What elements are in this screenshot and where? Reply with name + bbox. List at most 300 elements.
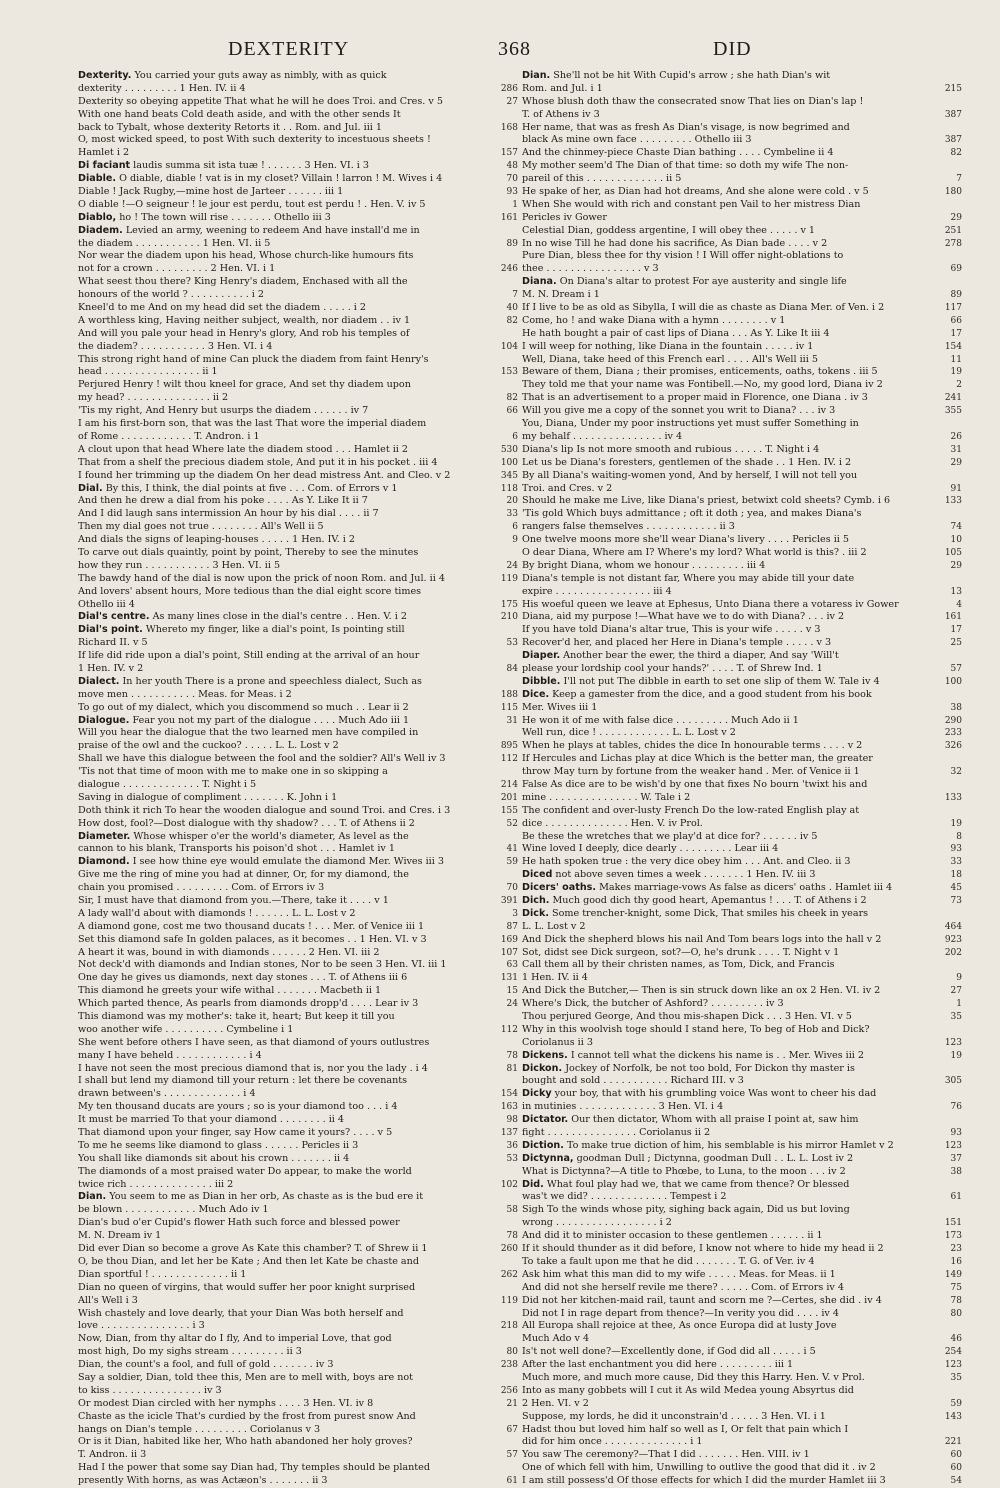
concordance-line [522,1333,962,1346]
quotation-text: With one hand beats Cold death aside, and with the other sends It [78,108,401,120]
line-number: 24 [506,999,518,1010]
line-number: 161 [500,212,518,223]
concordance-line [522,354,962,367]
quotation-text: 'Tis gold Which buys admittance ; oft it doth ; yea, and makes Diana's [522,508,862,520]
line-number: 89 [506,238,518,249]
concordance-line [522,740,962,753]
quotation-text: To me he seems like diamond to glass . . . . . . Pericles ii 3 [78,1139,359,1151]
concordance-line [522,457,962,470]
line-number: 895 [500,741,518,752]
line-number: 57 [950,663,962,674]
quotation-text: Dexterity so obeying appetite That what he will he does Troi. and Cres. v 5 [78,95,443,107]
line-number: 60 [950,1450,962,1461]
concordance-line [78,238,518,251]
quotation-text: Ask him what this man did to my wife . . . . . Meas. for Meas. ii 1 [522,1268,836,1280]
quotation-text: That diamond upon your finger, say How came it yours? . . . . v 5 [78,1127,393,1139]
concordance-line [522,122,962,135]
concordance-line [78,70,518,83]
quotation-text: Diana's temple is not distant far, Where you may abide till your date [522,572,855,584]
quotation-text: How dost, fool?—Dost dialogue with thy shadow? . . . T. of Athens ii 2 [78,817,415,829]
concordance-line [522,599,962,612]
line-number: 100 [944,676,962,687]
quotation-text: Much good dich thy good heart, Apemantus ! . . . T. of Athens i 2 [552,895,867,906]
concordance-line [522,1385,962,1398]
concordance-line [78,495,518,508]
line-number: 260 [500,1244,518,1255]
line-number: 59 [506,857,518,868]
line-number: 25 [950,638,962,649]
quotation-text: praise of the owl and the cuckoo? . . . . . L. L. Lost v 2 [78,740,339,752]
quotation-text: It must be married To that your diamond . . . . . . . . ii 4 [78,1114,344,1126]
concordance-line [522,1063,962,1076]
concordance-line [78,250,518,263]
line-number: 93 [950,844,962,855]
headword: Dexterity. [78,70,132,81]
quotation-text: O, be thou Dian, and let her be Kate ; And then let Kate be chaste and [78,1255,419,1267]
concordance-line [522,1308,962,1321]
concordance-line [522,1436,962,1449]
quotation-text: This strong right hand of mine Can pluck the diadem from faint Henry's [78,353,429,365]
concordance-line [522,624,962,637]
line-number: 530 [500,444,518,455]
headword: Dibble. [522,675,561,687]
concordance-line [522,341,962,354]
concordance-line [78,869,518,882]
concordance-line [522,83,962,96]
quotation-text: Dian no queen of virgins, that would suffer her poor knight surprised [78,1281,416,1293]
line-number: 93 [950,1128,962,1139]
headword: Dial. [78,482,103,494]
quotation-text: Celestial Dian, goddess argentine, I will obey thee . . . . . v 1 [522,224,816,236]
headword: Did. [522,1178,544,1190]
concordance-line [78,392,518,405]
line-number: 161 [944,612,962,623]
quotation-text: That from a shelf the precious diadem stole, And put it in his pocket . iii 4 [78,456,438,468]
concordance-line [522,1050,962,1063]
quotation-text: He spake of her, as Dian had hot dreams, And she alone were cold . v 5 [522,186,869,198]
concordance-line [78,1191,518,1204]
line-number: 238 [500,1360,518,1371]
quotation-text: As many lines close in the dial's centre . . Hen. V. i 2 [152,611,407,623]
concordance-line [78,1385,518,1398]
line-number: 118 [500,483,518,494]
concordance-line [78,366,518,379]
headword: Dicky [522,1088,552,1100]
line-number: 131 [500,973,518,984]
concordance-line [78,1449,518,1462]
line-number: 17 [950,625,962,636]
quotation-text: Makes marriage-vows As false as dicers' oaths . Hamlet iii 4 [599,882,893,894]
concordance-line [522,1011,962,1024]
headword: Dian. [78,1191,107,1203]
concordance-line [522,727,962,740]
quotation-text: And I did laugh sans intermission An hour by his dial . . . . ii 7 [78,508,379,520]
headword: Dich. [522,895,550,906]
line-number: 175 [500,599,518,610]
concordance-line [522,238,962,251]
quotation-text: By this, I think, the dial points at five . . . Com. of Errors v 1 [105,482,398,494]
line-number: 33 [506,509,518,520]
line-number: 123 [944,1140,962,1151]
concordance-line [522,895,962,908]
concordance-line [78,186,518,199]
concordance-line [522,959,962,972]
concordance-line [78,173,518,186]
line-number: 29 [950,560,962,571]
concordance-line [78,1050,518,1063]
quotation-text: 2 Hen. VI. v 2 [522,1397,589,1409]
headword: Dickon. [522,1062,563,1074]
line-number: 76 [950,1102,962,1113]
line-number: 48 [506,161,518,172]
line-number: 154 [500,1089,518,1100]
concordance-line [522,1204,962,1217]
left-column [78,70,518,1488]
quotation-text: On Diana's altar to protest For aye austerity and single life [559,276,847,288]
concordance-line [522,1179,962,1192]
quotation-text: Sir, I must have that diamond from you.—There, take it . . . . v 1 [78,895,389,906]
quotation-text: A worthless king, Having neither subject, wealth, nor diadem . . iv 1 [78,314,411,326]
quotation-text: His woeful queen we leave at Ephesus, Unto Diana there a votaress iv Gower [522,598,899,610]
quotation-text: And dials the signs of leaping-houses . . . . . 1 Hen. IV. i 2 [78,534,355,546]
quotation-text: the diadem . . . . . . . . . . . 1 Hen. VI. ii 5 [78,237,271,249]
concordance-line [522,637,962,650]
concordance-line [522,1217,962,1230]
line-number: 59 [950,1398,962,1409]
line-number: 81 [506,1063,518,1074]
quotation-text: Then my dial goes not true . . . . . . . . All's Well ii 5 [78,521,324,533]
quotation-text: Saving in dialogue of compliment . . . . . . . K. John i 1 [78,791,338,803]
line-number: 262 [500,1269,518,1280]
quotation-text: What is Dictynna?—A title to Phœbe, to Luna, to the moon . . . iv 2 [522,1165,846,1177]
quotation-text: be blown . . . . . . . . . . . . Much Ado iv 1 [78,1204,269,1216]
quotation-text: If Hercules and Lichas play at dice Which is the better man, the greater [522,753,873,765]
line-number: 63 [506,960,518,971]
concordance-line [78,805,518,818]
concordance-line [522,1230,962,1243]
line-number: 387 [944,109,962,120]
line-number: 123 [944,1360,962,1371]
line-number: 137 [500,1128,518,1139]
quotation-text: Did not her kitchen-maid rail, taunt and scorn me ?—Certes, she did . iv 4 [522,1294,882,1306]
line-number: 278 [944,238,962,249]
concordance-line [522,1024,962,1037]
concordance-line [78,212,518,225]
quotation-text: My mother seem'd The Dian of that time: so doth my wife The non- [522,160,849,172]
concordance-line [522,1075,962,1088]
right-column [522,70,962,1488]
line-number: 154 [944,341,962,352]
quotation-text: Another bear the ewer, the third a diaper, And say 'Will't [563,650,839,662]
quotation-text: 1 Hen. IV. v 2 [78,662,144,674]
concordance-line [522,1153,962,1166]
quotation-text: T. of Athens iv 3 [522,108,600,120]
line-number: 254 [944,1347,962,1358]
quotation-text: did for him once . . . . . . . . . . . . . . i 1 [522,1436,703,1448]
concordance-line [78,740,518,753]
line-number: 82 [506,315,518,326]
concordance-line [522,779,962,792]
concordance-line [78,289,518,302]
concordance-line [522,444,962,457]
quotation-text: After the last enchantment you did here . . . . . . . . . iii 1 [522,1359,794,1371]
line-number: 173 [944,1231,962,1242]
concordance-line [78,354,518,367]
concordance-line [522,276,962,289]
concordance-line [522,302,962,315]
quotation-text: And will you pale your head in Henry's glory, And rob his temples of [78,327,410,339]
quotation-text: To go out of my dialect, which you discommend so much . . Lear ii 2 [78,701,409,713]
quotation-text: Thou perjured George, And thou mis-shapen Dick . . . 3 Hen. VI. v 5 [522,1011,852,1023]
concordance-line [522,818,962,831]
quotation-text: Well run, dice ! . . . . . . . . . . . . L. L. Lost v 2 [522,727,736,739]
line-number: 29 [950,457,962,468]
concordance-line [78,1436,518,1449]
concordance-line [522,1037,962,1050]
concordance-line [522,495,962,508]
concordance-line [522,947,962,960]
line-number: 38 [950,702,962,713]
line-number: 345 [500,470,518,481]
headword: Dick. [522,907,549,919]
quotation-text: Hamlet i 2 [78,147,130,159]
concordance-line [522,315,962,328]
headword: Dialogue. [78,714,130,726]
concordance-line [78,766,518,779]
quotation-text: That is an advertisement to a proper maid in Florence, one Diana . iv 3 [522,392,868,404]
concordance-line [78,83,518,96]
concordance-line [522,663,962,676]
quotation-text: not above seven times a week . . . . . . . 1 Hen. IV. iii 3 [555,869,816,881]
quotation-text: Perjured Henry ! wilt thou kneel for grace, And set thy diadem upon [78,379,411,391]
concordance-line [78,1088,518,1101]
concordance-line [522,470,962,483]
quotation-text: This diamond he greets your wife withal . . . . . . . Macbeth ii 1 [78,985,382,997]
concordance-line [78,418,518,431]
headword: Dicers' oaths. [522,882,597,894]
concordance-line [522,869,962,882]
concordance-line [78,998,518,1011]
quotation-text: your boy, that with his grumbling voice Was wont to cheer his dad [554,1088,877,1100]
concordance-line [78,547,518,560]
line-number: 19 [950,1050,962,1061]
concordance-line [78,689,518,702]
line-number: 61 [506,1476,518,1487]
line-number: 115 [500,702,518,713]
line-number: 117 [944,303,962,314]
quotation-text: And Dick the shepherd blows his nail And Tom bears logs into the hall v 2 [522,933,882,945]
quotation-text: T. Andron. ii 3 [78,1449,147,1461]
line-number: 188 [500,689,518,700]
quotation-text: mine . . . . . . . . . . . . . . . W. Tale i 2 [522,791,691,803]
line-number: 80 [506,1347,518,1358]
quotation-text: When he plays at tables, chides the dice In honourable terms . . . . v 2 [522,740,863,752]
concordance-line [78,1372,518,1385]
quotation-text: And lovers' absent hours, More tedious than the dial eight score times [78,585,422,597]
concordance-line [522,1372,962,1385]
quotation-text: And did not she herself revile me there? . . . . . Com. of Errors iv 4 [522,1281,844,1293]
concordance-line [522,250,962,263]
quotation-text: A clout upon that head Where late the diadem stood . . . Hamlet ii 2 [78,443,409,455]
line-number: 38 [950,1166,962,1177]
concordance-line [78,908,518,921]
concordance-line [78,959,518,972]
concordance-line [78,444,518,457]
concordance-line [522,1359,962,1372]
concordance-line [522,431,962,444]
quotation-text: please your lordship cool your hands?' . . . . T. of Shrew Ind. 1 [522,662,823,674]
concordance-line [522,225,962,238]
headword: Diablo, [78,211,117,223]
concordance-line [522,1282,962,1295]
concordance-line [78,663,518,676]
quotation-text: Suppose, my lords, he did it unconstrain'd . . . . . 3 Hen. VI. i 1 [522,1410,826,1422]
quotation-text: Her name, that was as fresh As Dian's visage, is now begrimed and [522,121,850,133]
quotation-text: One of which fell with him, Unwilling to outlive the good that did it . iv 2 [522,1462,876,1474]
concordance-line [78,1204,518,1217]
line-number: 246 [500,264,518,275]
quotation-text: Beware of them, Diana ; their promises, enticements, oaths, tokens . iii 5 [522,366,878,378]
concordance-line [522,70,962,83]
concordance-line [522,1127,962,1140]
concordance-line [78,431,518,444]
concordance-line [78,676,518,689]
line-number: 6 [512,431,518,442]
line-number: 80 [950,1308,962,1319]
concordance-line [78,637,518,650]
concordance-line [78,843,518,856]
line-number: 57 [506,1450,518,1461]
concordance-line [78,1346,518,1359]
quotation-text: Coriolanus ii 3 [522,1036,593,1048]
quotation-text: Had I the power that some say Dian had, Thy temples should be planted [78,1462,430,1474]
line-number: 11 [950,354,962,365]
concordance-line [78,276,518,289]
quotation-text: laudis summa sit ista tuæ ! . . . . . . 3 Hen. VI. i 3 [133,160,370,172]
quotation-text: A heart it was, bound in with diamonds . . . . . . 2 Hen. VI. iii 2 [78,946,380,958]
quotation-text: Is't not well done?—Excellently done, if God did all . . . . . i 5 [522,1346,816,1358]
quotation-text: I will weep for nothing, like Diana in the fountain . . . . . iv 1 [522,340,814,352]
concordance-line [522,689,962,702]
quotation-text: dice . . . . . . . . . . . . . . Hen. V. iv Prol. [522,817,703,829]
concordance-line [522,753,962,766]
quotation-text: woo another wife . . . . . . . . . . Cymbeline i 1 [78,1023,294,1035]
concordance-line [522,173,962,186]
concordance-line [522,1424,962,1437]
quotation-text: By all Diana's waiting-women yond, And by herself, I will not tell you [522,469,858,481]
quotation-text: in mutinies . . . . . . . . . . . . . 3 Hen. VI. i 4 [522,1101,724,1113]
concordance-line [78,1063,518,1076]
concordance-line [78,1166,518,1179]
line-number: 24 [506,560,518,571]
line-number: 215 [944,83,962,94]
concordance-line [78,328,518,341]
line-number: 52 [506,818,518,829]
line-number: 19 [950,367,962,378]
quotation-text: Should he make me Live, like Diana's priest, betwixt cold sheets? Cymb. i 6 [522,495,891,507]
quotation-text: was't we did? . . . . . . . . . . . . . Tempest i 2 [522,1191,727,1203]
line-number: 78 [506,1050,518,1061]
quotation-text: L. L. Lost v 2 [522,920,586,932]
concordance-line [78,599,518,612]
concordance-line [522,766,962,779]
line-number: 36 [506,1140,518,1151]
quotation-text: My ten thousand ducats are yours ; so is your diamond too . . . i 4 [78,1101,398,1113]
quotation-text: thee . . . . . . . . . . . . . . . . v 3 [522,263,659,275]
line-number: 464 [944,921,962,932]
quotation-text: presently With horns, as was Actæon's . . . . . . . ii 3 [78,1475,328,1487]
concordance-line [522,792,962,805]
quotation-text: And did it to minister occasion to these gentlemen . . . . . . ii 1 [522,1230,823,1242]
concordance-line [78,1024,518,1037]
concordance-line [78,134,518,147]
concordance-line [78,1308,518,1321]
line-number: 7 [956,174,962,185]
line-number: 112 [500,1024,518,1035]
line-number: 33 [950,857,962,868]
quotation-text: I see how thine eye would emulate the diamond Mer. Wives iii 3 [132,856,444,868]
headword: Diadem. [78,224,123,236]
concordance-line [78,560,518,573]
line-number: 149 [944,1269,962,1280]
quotation-text: This diamond was my mother's: take it, heart; But keep it till you [78,1011,395,1023]
concordance-line [78,1320,518,1333]
quotation-text: The diamonds of a most praised water Do appear, to make the world [78,1165,412,1177]
line-number: 153 [500,367,518,378]
quotation-text: Come, ho ! and wake Diana with a hymn . . . . . . . . v 1 [522,314,786,326]
quotation-text: The bawdy hand of the dial is now upon the prick of noon Rom. and Jul. ii 4 [78,572,445,584]
concordance-line [78,1101,518,1114]
line-number: 7 [512,290,518,301]
line-number: 163 [500,1102,518,1113]
quotation-text: And the chinmey-piece Chaste Dian bathing . . . . Cymbeline ii 4 [522,147,834,159]
quotation-text: All's Well i 3 [78,1294,138,1306]
concordance-line [78,302,518,315]
line-number: 84 [506,663,518,674]
line-number: 241 [944,393,962,404]
concordance-line [522,1320,962,1333]
line-number: 119 [500,573,518,584]
line-number: 17 [950,328,962,339]
concordance-line [522,1411,962,1424]
line-number: 133 [944,792,962,803]
line-number: 9 [956,973,962,984]
quotation-text: What seest thou there? King Henry's diadem, Enchased with all the [78,276,408,288]
quotation-text: chain you promised . . . . . . . . . Com. of Errors iv 3 [78,882,325,894]
quotation-text: Some trencher-knight, some Dick, That smiles his cheek in years [552,907,869,919]
line-number: 93 [506,187,518,198]
quotation-text: You saw The ceremony?—That I did . . . . . . . Hen. VIII. iv 1 [522,1449,810,1461]
concordance-line [78,225,518,238]
concordance-line [78,715,518,728]
line-number: 40 [506,303,518,314]
concordance-line [78,1424,518,1437]
line-number: 87 [506,921,518,932]
quotation-text: To take a fault upon me that he did . . . . . . . T. G. of Ver. iv 4 [522,1255,815,1267]
concordance-line [522,147,962,160]
quotation-text: Chaste as the icicle That's curdied by the frost from purest snow And [78,1410,416,1422]
quotation-text: ho ! The town will rise . . . . . . . Othello iii 3 [119,211,331,223]
quotation-text: When She would with rich and constant pen Vail to her mistress Dian [522,198,861,210]
line-number: 53 [506,638,518,649]
quotation-text: Dian sportful ! . . . . . . . . . . . . . ii 1 [78,1268,247,1280]
quotation-text: Whereto my finger, like a dial's point, Is pointing still [145,624,405,636]
quotation-text: Jockey of Norfolk, be not too bold, For Dickon thy master is [565,1062,855,1074]
concordance-line [78,573,518,586]
quotation-text: A lady wall'd about with diamonds ! . . . . . . L. L. Lost v 2 [78,907,356,919]
line-number: 78 [506,1231,518,1242]
quotation-text: Hadst thou but loved him half so well as I, Or felt that pain which I [522,1423,849,1435]
